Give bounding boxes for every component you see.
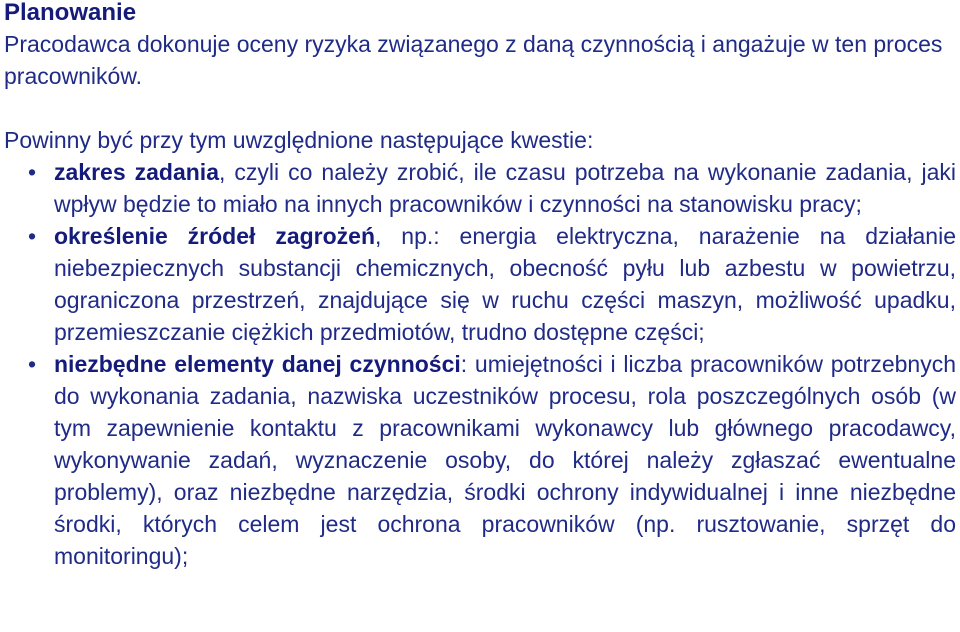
list-item-heading: zakres zadania xyxy=(54,159,219,185)
list-item-heading: niezbędne elementy danej czynności xyxy=(54,351,461,377)
lead-paragraph: Powinny być przy tym uwzględnione następujące kwestie: xyxy=(4,127,594,153)
bullet-icon: • xyxy=(28,223,37,249)
list-item xyxy=(28,156,957,220)
list-item-heading: określenie źródeł zagrożeń xyxy=(54,223,375,249)
list-item-text: , czyli co należy zrobić, ile czasu potrzeba na wykonanie zadania, jaki wpływ będzie to miało na innych pracowników i czynności na stanowisku pracy; xyxy=(54,159,957,217)
list-item-text: : umiejętności i liczba pracowników potrzebnych do wykonania zadania, nazwiska uczestników procesu, rola poszczególnych osób (w tym zapewnienie kontaktu z pracownikami wykonawcy lub głównego pracodawcy, wykonywanie zadań, wyznaczenie osoby, do której należy zgłaszać ewentualne problemy), oraz niezbędne narzędzia, środki ochrony indywidualnej i inne niezbędne środki, których celem jest ochrona pracowników (np. rusztowanie, sprzęt do monitoringu); xyxy=(54,351,956,569)
section-title: Planowanie xyxy=(4,0,137,26)
list-item-text: , np.: energia elektryczna, narażenie na działanie niebezpiecznych substancji chemicznych, obecność pyłu lub azbestu w powietrzu, ograniczona przestrzeń, znajdujące się w ruchu części maszyn, możliwość upadku, przemieszczanie ciężkich przedmiotów, trudno dostępne części; xyxy=(54,223,956,345)
bullet-icon: • xyxy=(28,159,37,185)
bullet-icon: • xyxy=(28,351,37,377)
intro-paragraph: Pracodawca dokonuje oceny ryzyka związanego z daną czynnością i angażuje w ten proces pracowników. xyxy=(4,31,943,89)
list-item xyxy=(28,348,956,572)
list-item xyxy=(28,220,956,348)
issues-list xyxy=(4,156,956,572)
document-page xyxy=(4,0,956,572)
